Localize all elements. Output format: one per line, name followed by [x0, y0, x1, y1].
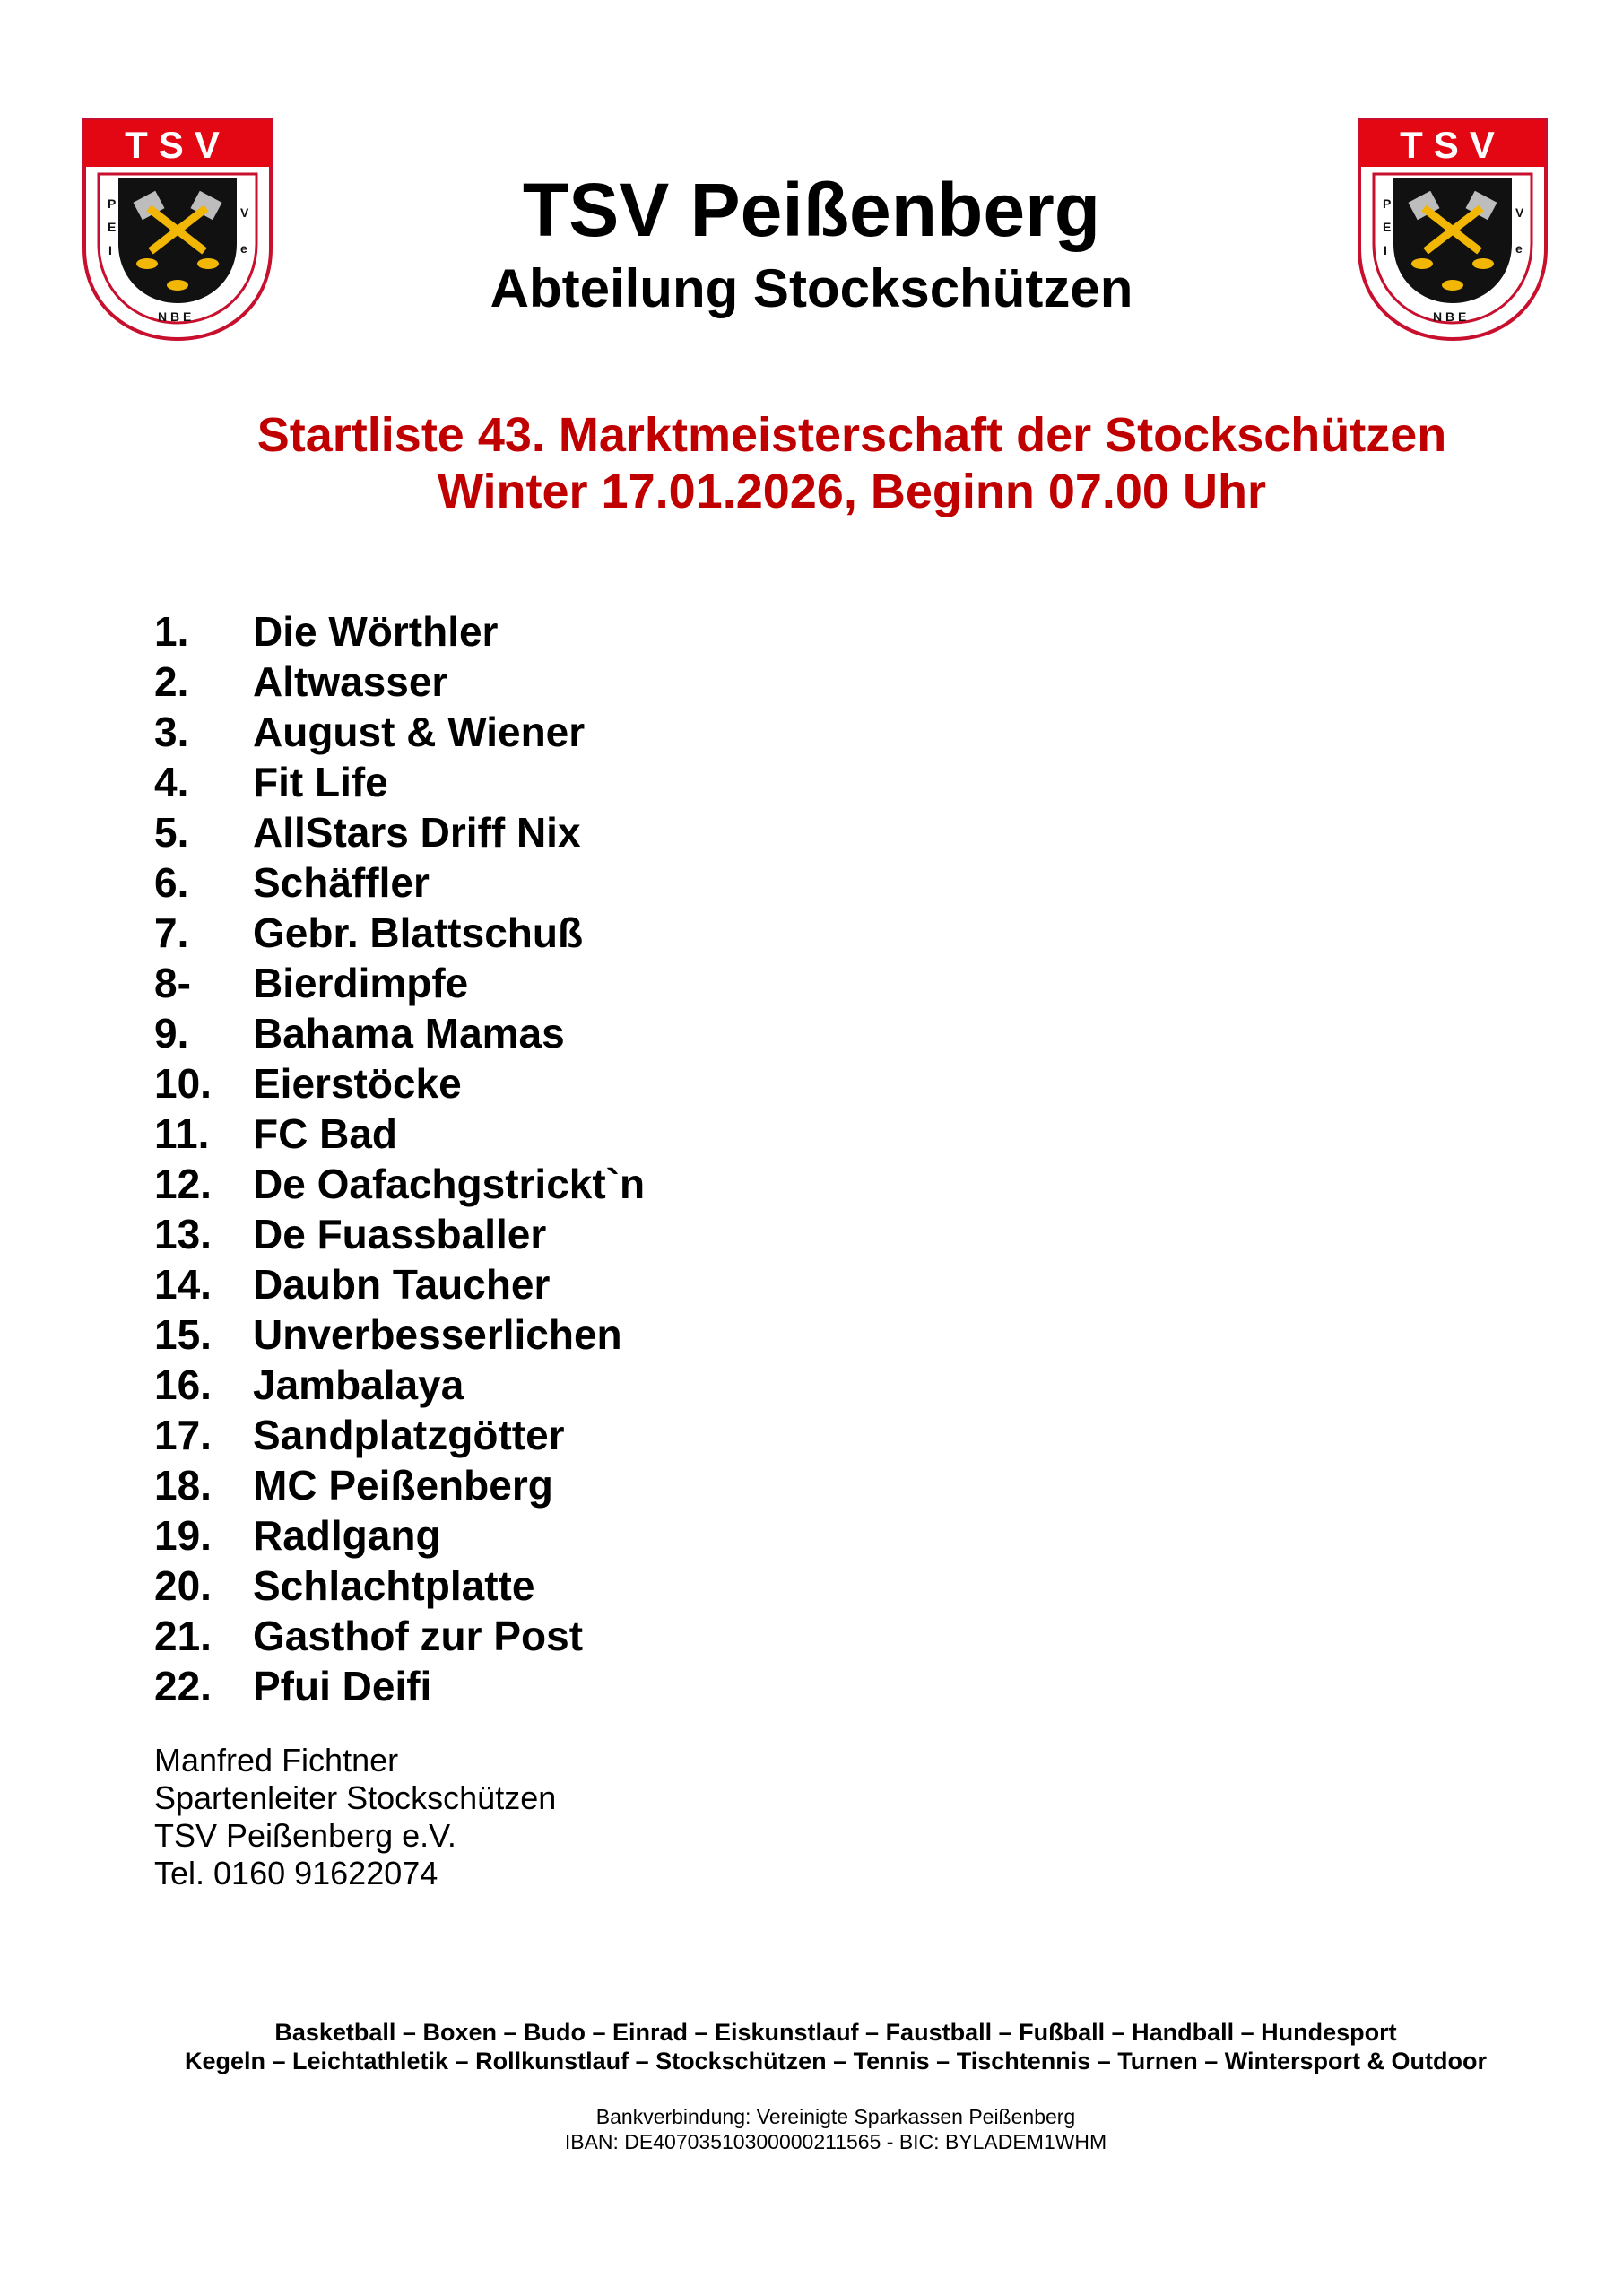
entry-team: Gebr. Blattschuß — [253, 909, 584, 956]
footer-sports — [0, 2018, 1623, 2075]
entry-number: 2. — [154, 658, 189, 705]
entry-number: 7. — [154, 909, 189, 956]
start-list-entry — [154, 606, 645, 657]
start-list-entry — [154, 1360, 645, 1410]
start-list-entry — [154, 1209, 645, 1259]
start-list-entry — [154, 1159, 645, 1209]
start-list-entry — [154, 958, 645, 1008]
entry-number: 1. — [154, 608, 189, 655]
signature-block — [154, 1742, 556, 1892]
start-list-entry — [154, 1460, 645, 1510]
start-list-entry — [154, 1058, 645, 1109]
entry-number: 3. — [154, 709, 189, 755]
svg-text:V: V — [1515, 205, 1524, 220]
page-title: TSV Peißenberg — [522, 168, 1101, 252]
entry-team: Altwasser — [253, 658, 448, 705]
entry-team: Schlachtplatte — [253, 1562, 535, 1609]
start-list-entry — [154, 1309, 645, 1360]
entry-team: August & Wiener — [253, 709, 586, 755]
entry-number: 13. — [154, 1211, 212, 1257]
svg-text:E: E — [1383, 220, 1392, 234]
svg-text:P: P — [1383, 196, 1392, 211]
svg-text:e: e — [240, 241, 247, 256]
entry-number: 9. — [154, 1010, 189, 1057]
entry-team: Pfui Deifi — [253, 1663, 432, 1709]
entry-team: Jambalaya — [253, 1361, 464, 1408]
entry-number: 22. — [154, 1663, 212, 1709]
svg-text:P: P — [108, 196, 117, 211]
entry-team: De Oafachgstrickt`n — [253, 1161, 646, 1207]
entry-number: 18. — [154, 1462, 212, 1509]
entry-number: 10. — [154, 1060, 212, 1107]
entry-team: Schäffler — [253, 859, 430, 906]
entry-team: Fit Life — [253, 759, 388, 805]
footer-bank-line: IBAN: DE40703510300000211565 - BIC: BYLADEM1WHM — [564, 2130, 1107, 2153]
entry-team: De Fuassballer — [253, 1211, 547, 1257]
entry-number: 21. — [154, 1613, 212, 1659]
signature-role: Spartenleiter Stockschützen — [154, 1779, 557, 1816]
entry-team: AllStars Driff Nix — [253, 809, 581, 856]
entry-number: 12. — [154, 1161, 212, 1207]
start-list-entry — [154, 1410, 645, 1460]
entry-team: Sandplatzgötter — [253, 1412, 565, 1458]
svg-text:e: e — [1515, 241, 1523, 256]
start-list — [154, 606, 645, 1711]
entry-number: 16. — [154, 1361, 212, 1408]
entry-number: 14. — [154, 1261, 212, 1308]
start-list-entry — [154, 908, 645, 958]
entry-number: 17. — [154, 1412, 212, 1458]
start-list-entry — [154, 1661, 645, 1711]
entry-number: 8- — [154, 960, 191, 1006]
entry-number: 6. — [154, 859, 189, 906]
svg-text:I: I — [1384, 243, 1387, 257]
entry-team: Gasthof zur Post — [253, 1613, 584, 1659]
entry-team: Unverbesserlichen — [253, 1311, 622, 1358]
signature-club: TSV Peißenberg e.V. — [154, 1817, 456, 1854]
footer-bank-line: Bankverbindung: Vereinigte Sparkassen Peißenberg — [595, 2105, 1076, 2128]
start-list-entry — [154, 1611, 645, 1661]
entry-team: FC Bad — [253, 1110, 397, 1157]
svg-text:E: E — [108, 220, 117, 234]
svg-text:I: I — [108, 243, 112, 257]
svg-text:TSV: TSV — [125, 124, 230, 166]
start-list-entry — [154, 1109, 645, 1159]
entry-number: 19. — [154, 1512, 212, 1559]
start-list-entry — [154, 1510, 645, 1561]
footer-sports-line: Basketball – Boxen – Budo – Einrad – Eiskunstlauf – Faustball – Fußball – Handball – Hundesport — [274, 2019, 1397, 2046]
entry-team: Bierdimpfe — [253, 960, 469, 1006]
signature-phone: Tel. 0160 91622074 — [154, 1855, 438, 1892]
page-subtitle: Abteilung Stockschützen — [490, 258, 1133, 318]
entry-number: 5. — [154, 809, 189, 856]
svg-text:N B E: N B E — [158, 309, 192, 324]
footer-sports-line: Kegeln – Leichtathletik – Rollkunstlauf – Stockschützen – Tennis – Tischtennis – Turnen – Wintersport & Outdoor — [184, 2048, 1487, 2074]
entry-team: Eierstöcke — [253, 1060, 462, 1107]
start-list-entry — [154, 657, 645, 707]
entry-team: Radlgang — [253, 1512, 441, 1559]
start-list-entry — [154, 1259, 645, 1309]
start-list-entry — [154, 1561, 645, 1611]
start-list-entry — [154, 1008, 645, 1058]
entry-team: Bahama Mamas — [253, 1010, 565, 1057]
svg-text:TSV: TSV — [1400, 124, 1506, 166]
start-list-entry — [154, 857, 645, 908]
entry-team: Die Wörthler — [253, 608, 499, 655]
footer-bank — [0, 2104, 1623, 2154]
svg-text:V: V — [240, 205, 249, 220]
start-list-entry — [154, 757, 645, 807]
entry-number: 11. — [154, 1110, 210, 1157]
event-date: Winter 17.01.2026, Beginn 07.00 Uhr — [438, 465, 1266, 518]
event-title: Startliste 43. Marktmeisterschaft der Stockschützen — [256, 408, 1447, 462]
svg-text:N B E: N B E — [1433, 309, 1467, 324]
entry-number: 15. — [154, 1311, 212, 1358]
entry-number: 4. — [154, 759, 189, 805]
start-list-entry — [154, 707, 645, 757]
start-list-entry — [154, 807, 645, 857]
entry-team: MC Peißenberg — [253, 1462, 553, 1509]
signature-name: Manfred Fichtner — [154, 1742, 399, 1779]
entry-number: 20. — [154, 1562, 212, 1609]
entry-team: Daubn Taucher — [253, 1261, 551, 1308]
